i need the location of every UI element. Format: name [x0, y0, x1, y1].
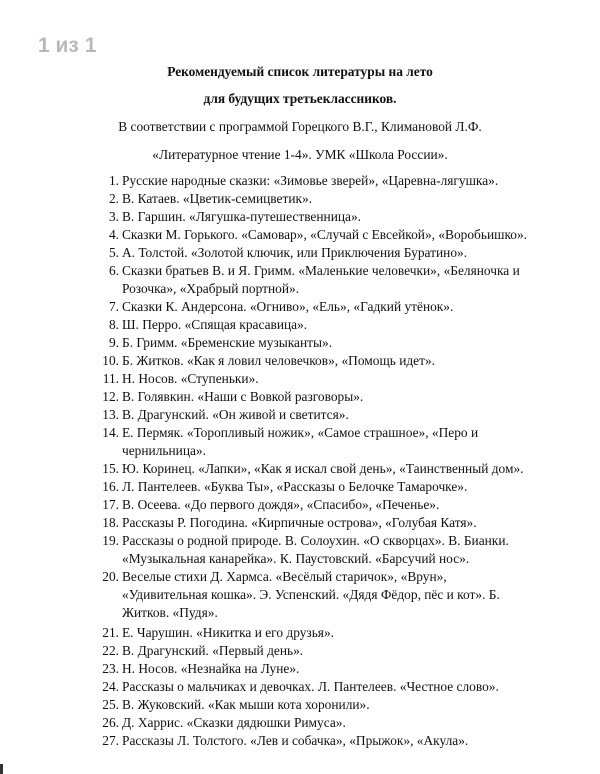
list-item-text: Л. Пантелеев. «Буква Ты», «Рассказы о Белочке Тамарочке». — [122, 479, 468, 494]
list-item — [101, 424, 541, 460]
list-item-text: Рассказы Р. Погодина. «Кирпичные острова», «Голубая Катя». — [122, 515, 477, 530]
list-item-text: Е. Пермяк. «Торопливый ножик», «Самое страшное», «Перо и чернильница». — [122, 425, 479, 458]
list-item-number: 8. — [108, 317, 119, 332]
list-item-text: В. Осеева. «До первого дождя», «Спасибо», «Печенье». — [122, 497, 440, 512]
list-item — [101, 460, 541, 478]
list-item — [101, 262, 541, 298]
list-item — [101, 226, 541, 244]
list-item-text: В. Голявкин. «Наши с Вовкой разговоры». — [122, 389, 364, 404]
list-item-number: 14. — [102, 425, 119, 440]
list-item-text: В. Драгунский. «Он живой и светится». — [122, 407, 349, 422]
list-item-text: Рассказы о родной природе. В. Солоухин. «О скворцах». В. Бианки. «Музыкальная канарейка». К. Паустовский. «Барсучий нос». — [122, 533, 509, 566]
list-item-number: 10. — [102, 353, 119, 368]
list-item — [101, 478, 541, 496]
list-item-text: Русские народные сказки: «Зимовье зверей», «Царевна-лягушка». — [122, 173, 499, 188]
list-item — [101, 370, 541, 388]
list-item — [101, 352, 541, 370]
list-item-number: 23. — [102, 661, 119, 676]
list-item-text: Сказки К. Андерсона. «Огниво», «Ель», «Гадкий утёнок». — [122, 299, 454, 314]
list-item-text: Рассказы о мальчиках и девочках. Л. Пантелеев. «Честное слово». — [122, 679, 499, 694]
list-item-text: Д. Харрис. «Сказки дядюшки Римуса». — [122, 715, 346, 730]
list-item-number: 13. — [102, 407, 119, 422]
list-item-number: 7. — [108, 299, 119, 314]
list-item-number: 12. — [102, 389, 119, 404]
document-subtitle-line-2: «Литературное чтение 1-4». УМК «Школа России». — [152, 147, 448, 162]
list-item — [101, 532, 541, 568]
list-item — [101, 660, 541, 678]
list-item-number: 16. — [102, 479, 119, 494]
list-item-number: 6. — [108, 263, 119, 278]
list-item — [101, 568, 541, 622]
list-item — [101, 244, 541, 262]
list-item-text: Веселые стихи Д. Хармса. «Весёлый старичок», «Врун», «Удивительная кошка». Э. Успенский. «Дядя Фёдор, пёс и кот». Б. Житков. «Пудя». — [122, 569, 500, 620]
list-item-number: 20. — [102, 569, 119, 584]
list-item — [101, 696, 541, 714]
list-item-text: Сказки братьев В. и Я. Гримм. «Маленькие человечки», «Беляночка и Розочка», «Храбрый портной». — [122, 263, 520, 296]
list-item-number: 19. — [102, 533, 119, 548]
list-item — [101, 406, 541, 424]
page-indicator: 1 из 1 — [38, 34, 97, 57]
list-item — [101, 316, 541, 334]
list-item-text: В. Жуковский. «Как мыши кота хоронили». — [122, 697, 370, 712]
list-item-text: Ш. Перро. «Спящая красавица». — [122, 317, 308, 332]
document-subtitle-line-1: В соответствии с программой Горецкого В.Г., Климановой Л.Ф. — [118, 119, 482, 134]
list-item — [101, 514, 541, 532]
list-item-text: В. Гаршин. «Лягушка-путешественница». — [122, 209, 362, 224]
list-item-number: 3. — [108, 209, 119, 224]
list-item-text: В. Катаев. «Цветик-семицветик». — [122, 191, 313, 206]
list-item — [101, 190, 541, 208]
list-item-number: 18. — [102, 515, 119, 530]
list-item — [101, 208, 541, 226]
list-item-number: 9. — [108, 335, 119, 350]
list-item — [101, 624, 541, 642]
list-item-number: 26. — [102, 715, 119, 730]
list-item — [101, 388, 541, 406]
list-item-text: Рассказы Л. Толстого. «Лев и собачка», «Прыжок», «Акула». — [122, 733, 469, 748]
document-title-line-2: для будущих третьеклассников. — [203, 91, 397, 106]
list-item-number: 11. — [102, 371, 119, 386]
list-item-number: 1. — [108, 173, 119, 188]
list-item-number: 17. — [102, 497, 119, 512]
list-item-text: Н. Носов. «Незнайка на Луне». — [122, 661, 300, 676]
list-item — [101, 642, 541, 660]
list-item-number: 24. — [102, 679, 119, 694]
list-item-number: 4. — [108, 227, 119, 242]
list-item-number: 27. — [102, 733, 119, 748]
page-edge-mark — [0, 764, 3, 774]
list-item — [101, 334, 541, 352]
list-item-text: Б. Гримм. «Бременские музыканты». — [122, 335, 333, 350]
list-item — [101, 496, 541, 514]
list-item-number: 5. — [108, 245, 119, 260]
list-item-number: 21. — [102, 625, 119, 640]
list-item-number: 22. — [102, 643, 119, 658]
document-title-line-1: Рекомендуемый список литературы на лето — [167, 64, 433, 79]
list-item-text: Б. Житков. «Как я ловил человечков», «Помощь идет». — [122, 353, 436, 368]
list-item-text: В. Драгунский. «Первый день». — [122, 643, 304, 658]
list-item — [101, 732, 541, 750]
list-item-text: Е. Чарушин. «Никитка и его друзья». — [122, 625, 335, 640]
list-item-number: 15. — [102, 461, 119, 476]
list-item-number: 2. — [108, 191, 119, 206]
list-item-text: Ю. Коринец. «Лапки», «Как я искал свой день», «Таинственный дом». — [122, 461, 524, 476]
list-item — [101, 298, 541, 316]
list-item — [101, 172, 541, 190]
list-item-text: А. Толстой. «Золотой ключик, или Приключения Буратино». — [122, 245, 468, 260]
list-item-number: 25. — [102, 697, 119, 712]
list-item-text: Н. Носов. «Ступеньки». — [122, 371, 259, 386]
list-item — [101, 678, 541, 696]
list-item-text: Сказки М. Горького. «Самовар», «Случай с Евсейкой», «Воробьишко». — [122, 227, 528, 242]
list-item — [101, 714, 541, 732]
